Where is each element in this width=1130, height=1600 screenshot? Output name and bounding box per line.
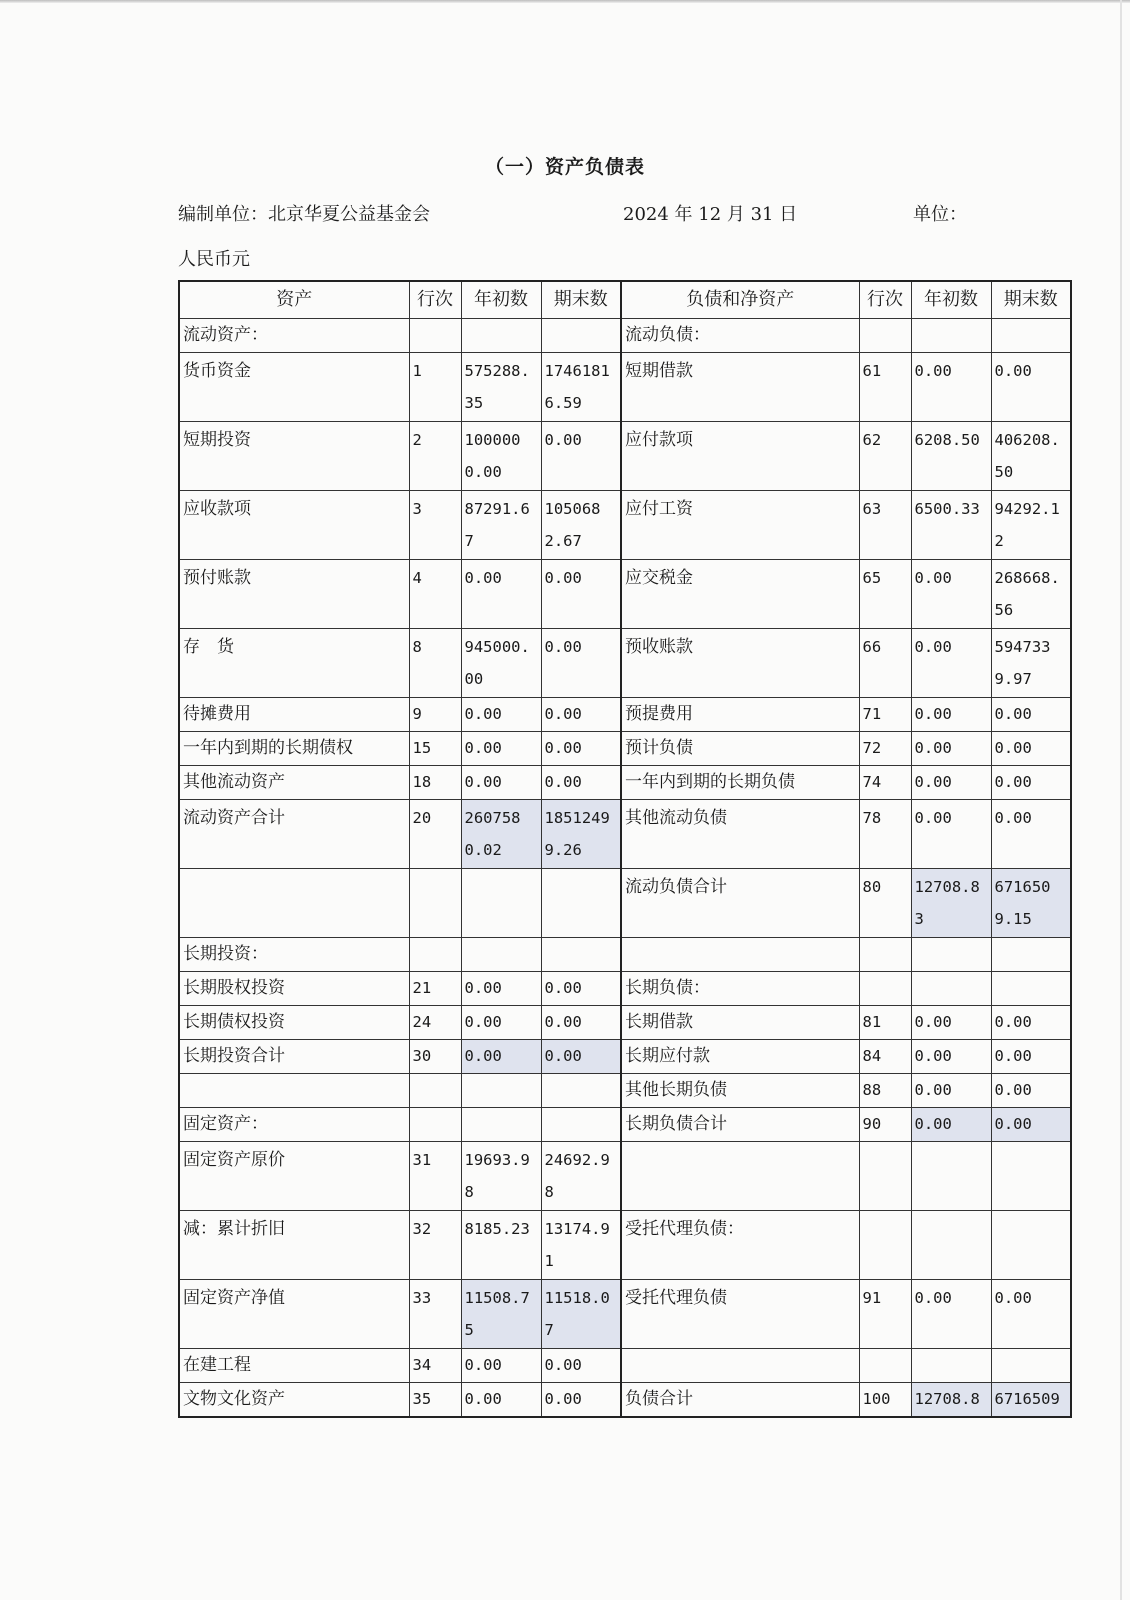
liability-name: 应交税金 <box>621 560 859 629</box>
asset-closing <box>541 1108 621 1142</box>
liability-opening <box>911 972 991 1006</box>
asset-closing: 18512499.26 <box>541 800 621 869</box>
asset-closing: 0.00 <box>541 698 621 732</box>
liability-closing: 0.00 <box>991 353 1071 422</box>
table-row <box>179 869 1071 938</box>
liability-line-no: 63 <box>859 491 911 560</box>
table-row <box>179 1383 1071 1418</box>
liability-name <box>621 938 859 972</box>
table-row <box>179 698 1071 732</box>
asset-opening <box>461 319 541 353</box>
asset-line-no: 33 <box>409 1280 461 1349</box>
asset-closing: 0.00 <box>541 560 621 629</box>
liability-closing <box>991 972 1071 1006</box>
asset-line-no: 18 <box>409 766 461 800</box>
liability-name: 长期借款 <box>621 1006 859 1040</box>
asset-line-no: 21 <box>409 972 461 1006</box>
scan-top-edge <box>0 0 1130 3</box>
asset-name: 文物文化资产 <box>179 1383 409 1418</box>
asset-closing: 0.00 <box>541 629 621 698</box>
liability-line-no: 100 <box>859 1383 911 1418</box>
asset-line-no <box>409 1108 461 1142</box>
liability-name: 应付款项 <box>621 422 859 491</box>
liability-opening: 0.00 <box>911 353 991 422</box>
liability-closing: 0.00 <box>991 1040 1071 1074</box>
table-row <box>179 1074 1071 1108</box>
liability-closing: 0.00 <box>991 1074 1071 1108</box>
unit-label: 单位： <box>913 204 967 225</box>
liability-opening: 0.00 <box>911 732 991 766</box>
liability-line-no: 65 <box>859 560 911 629</box>
asset-line-no: 30 <box>409 1040 461 1074</box>
table-row <box>179 353 1071 422</box>
liability-opening: 0.00 <box>911 766 991 800</box>
liability-name: 长期负债： <box>621 972 859 1006</box>
liability-opening: 0.00 <box>911 1074 991 1108</box>
asset-name: 长期投资： <box>179 938 409 972</box>
liability-line-no: 66 <box>859 629 911 698</box>
header-opening: 年初数 <box>461 281 541 319</box>
liability-name: 一年内到期的长期负债 <box>621 766 859 800</box>
asset-opening <box>461 869 541 938</box>
liability-line-no: 78 <box>859 800 911 869</box>
liability-opening: 0.00 <box>911 1006 991 1040</box>
asset-closing <box>541 938 621 972</box>
asset-closing <box>541 1074 621 1108</box>
asset-closing: 0.00 <box>541 1383 621 1418</box>
table-row <box>179 1280 1071 1349</box>
liability-name <box>621 1349 859 1383</box>
asset-opening: 87291.67 <box>461 491 541 560</box>
asset-name: 短期投资 <box>179 422 409 491</box>
table-row <box>179 1040 1071 1074</box>
header-opening: 年初数 <box>911 281 991 319</box>
liability-line-no <box>859 319 911 353</box>
liability-closing <box>991 1349 1071 1383</box>
asset-name: 流动资产合计 <box>179 800 409 869</box>
table-row <box>179 800 1071 869</box>
liability-line-no: 88 <box>859 1074 911 1108</box>
scan-right-edge <box>1120 0 1122 1600</box>
asset-closing <box>541 319 621 353</box>
liability-opening: 0.00 <box>911 698 991 732</box>
asset-opening: 0.00 <box>461 1006 541 1040</box>
asset-opening: 0.00 <box>461 972 541 1006</box>
liability-line-no <box>859 1211 911 1280</box>
table-row <box>179 560 1071 629</box>
liability-closing: 0.00 <box>991 1006 1071 1040</box>
asset-opening: 0.00 <box>461 766 541 800</box>
asset-opening: 8185.23 <box>461 1211 541 1280</box>
asset-line-no: 3 <box>409 491 461 560</box>
asset-closing: 0.00 <box>541 1349 621 1383</box>
asset-name: 预付账款 <box>179 560 409 629</box>
asset-line-no: 32 <box>409 1211 461 1280</box>
asset-name: 流动资产： <box>179 319 409 353</box>
asset-name: 一年内到期的长期债权 <box>179 732 409 766</box>
liability-opening <box>911 1349 991 1383</box>
asset-opening: 19693.98 <box>461 1142 541 1211</box>
liability-line-no <box>859 972 911 1006</box>
liability-opening <box>911 319 991 353</box>
org-name: 编制单位：北京华夏公益基金会 <box>178 204 430 225</box>
asset-closing: 17461816.59 <box>541 353 621 422</box>
asset-name: 其他流动资产 <box>179 766 409 800</box>
asset-name: 货币资金 <box>179 353 409 422</box>
table-row <box>179 972 1071 1006</box>
table-row <box>179 1142 1071 1211</box>
asset-opening: 0.00 <box>461 1383 541 1418</box>
liability-line-no <box>859 938 911 972</box>
liability-name: 负债合计 <box>621 1383 859 1418</box>
liability-name: 受托代理负债 <box>621 1280 859 1349</box>
liability-name: 流动负债： <box>621 319 859 353</box>
asset-name: 固定资产原价 <box>179 1142 409 1211</box>
liability-line-no <box>859 1349 911 1383</box>
asset-closing: 0.00 <box>541 1040 621 1074</box>
table-row <box>179 1349 1071 1383</box>
liability-closing <box>991 1142 1071 1211</box>
asset-line-no: 34 <box>409 1349 461 1383</box>
asset-line-no: 15 <box>409 732 461 766</box>
header-line-no: 行次 <box>859 281 911 319</box>
liability-opening: 0.00 <box>911 800 991 869</box>
table-row <box>179 938 1071 972</box>
report-meta <box>178 200 978 228</box>
asset-opening: 11508.75 <box>461 1280 541 1349</box>
asset-line-no <box>409 319 461 353</box>
asset-name: 存 货 <box>179 629 409 698</box>
asset-opening <box>461 1074 541 1108</box>
table-row <box>179 422 1071 491</box>
liability-name: 受托代理负债： <box>621 1211 859 1280</box>
asset-line-no: 20 <box>409 800 461 869</box>
asset-closing: 0.00 <box>541 422 621 491</box>
asset-opening: 945000.00 <box>461 629 541 698</box>
asset-opening: 0.00 <box>461 560 541 629</box>
liability-line-no: 90 <box>859 1108 911 1142</box>
liability-closing: 0.00 <box>991 732 1071 766</box>
liability-closing: 0.00 <box>991 1108 1071 1142</box>
asset-closing: 0.00 <box>541 1006 621 1040</box>
liability-line-no: 71 <box>859 698 911 732</box>
liability-closing: 0.00 <box>991 766 1071 800</box>
header-closing: 期末数 <box>541 281 621 319</box>
table-row <box>179 1108 1071 1142</box>
header-liabilities: 负债和净资产 <box>621 281 859 319</box>
asset-opening: 0.00 <box>461 1349 541 1383</box>
liability-closing <box>991 1211 1071 1280</box>
asset-line-no <box>409 869 461 938</box>
asset-name: 长期债权投资 <box>179 1006 409 1040</box>
liability-opening <box>911 1142 991 1211</box>
liability-opening: 0.00 <box>911 1108 991 1142</box>
liability-opening: 0.00 <box>911 1280 991 1349</box>
asset-closing: 0.00 <box>541 766 621 800</box>
asset-line-no: 1 <box>409 353 461 422</box>
asset-opening <box>461 1108 541 1142</box>
liability-line-no: 61 <box>859 353 911 422</box>
asset-line-no: 24 <box>409 1006 461 1040</box>
liability-line-no: 74 <box>859 766 911 800</box>
table-header-row <box>179 281 1071 319</box>
asset-opening: 575288.35 <box>461 353 541 422</box>
asset-opening: 0.00 <box>461 1040 541 1074</box>
liability-closing: 0.00 <box>991 800 1071 869</box>
liability-closing: 0.00 <box>991 698 1071 732</box>
liability-line-no: 80 <box>859 869 911 938</box>
header-line-no: 行次 <box>409 281 461 319</box>
liability-line-no <box>859 1142 911 1211</box>
liability-opening: 6500.33 <box>911 491 991 560</box>
table-row <box>179 491 1071 560</box>
liability-closing: 268668.56 <box>991 560 1071 629</box>
liability-closing: 5947339.97 <box>991 629 1071 698</box>
asset-opening: 0.00 <box>461 732 541 766</box>
liability-opening: 0.00 <box>911 560 991 629</box>
liability-opening: 0.00 <box>911 629 991 698</box>
asset-name: 长期投资合计 <box>179 1040 409 1074</box>
table-row <box>179 766 1071 800</box>
liability-name: 长期负债合计 <box>621 1108 859 1142</box>
liability-closing: 6716509.15 <box>991 869 1071 938</box>
table-row <box>179 629 1071 698</box>
page-title: （一）资产负债表 <box>484 156 645 178</box>
currency-unit: 人民币元 <box>178 249 250 270</box>
asset-name <box>179 869 409 938</box>
asset-closing: 0.00 <box>541 972 621 1006</box>
asset-closing <box>541 869 621 938</box>
liability-opening: 12708.83 <box>911 869 991 938</box>
asset-opening: 0.00 <box>461 698 541 732</box>
asset-name: 应收款项 <box>179 491 409 560</box>
asset-closing: 13174.91 <box>541 1211 621 1280</box>
liability-name: 长期应付款 <box>621 1040 859 1074</box>
liability-line-no: 91 <box>859 1280 911 1349</box>
asset-line-no: 31 <box>409 1142 461 1211</box>
liability-opening: 12708.8 <box>911 1383 991 1418</box>
table-row <box>179 1006 1071 1040</box>
liability-line-no: 62 <box>859 422 911 491</box>
asset-closing: 11518.07 <box>541 1280 621 1349</box>
liability-line-no: 72 <box>859 732 911 766</box>
balance-sheet-table <box>178 280 1072 1418</box>
liability-closing: 94292.12 <box>991 491 1071 560</box>
header-assets: 资产 <box>179 281 409 319</box>
liability-line-no: 84 <box>859 1040 911 1074</box>
liability-closing: 6716509 <box>991 1383 1071 1418</box>
asset-closing: 24692.98 <box>541 1142 621 1211</box>
asset-name: 待摊费用 <box>179 698 409 732</box>
asset-name: 固定资产： <box>179 1108 409 1142</box>
asset-opening: 1000000.00 <box>461 422 541 491</box>
asset-line-no <box>409 938 461 972</box>
liability-name: 其他长期负债 <box>621 1074 859 1108</box>
asset-opening <box>461 938 541 972</box>
asset-closing: 0.00 <box>541 732 621 766</box>
report-date: 2024 年 12 月 31 日 <box>623 204 798 225</box>
liability-name: 应付工资 <box>621 491 859 560</box>
asset-name: 长期股权投资 <box>179 972 409 1006</box>
table-row <box>179 1211 1071 1280</box>
liability-closing <box>991 938 1071 972</box>
asset-line-no <box>409 1074 461 1108</box>
liability-closing: 0.00 <box>991 1280 1071 1349</box>
asset-name: 固定资产净值 <box>179 1280 409 1349</box>
table-row <box>179 319 1071 353</box>
asset-line-no: 4 <box>409 560 461 629</box>
asset-line-no: 8 <box>409 629 461 698</box>
liability-opening: 0.00 <box>911 1040 991 1074</box>
asset-name: 在建工程 <box>179 1349 409 1383</box>
asset-line-no: 2 <box>409 422 461 491</box>
liability-name: 短期借款 <box>621 353 859 422</box>
liability-opening: 6208.50 <box>911 422 991 491</box>
asset-name <box>179 1074 409 1108</box>
liability-name: 预计负债 <box>621 732 859 766</box>
liability-name <box>621 1142 859 1211</box>
asset-name: 减：累计折旧 <box>179 1211 409 1280</box>
asset-line-no: 35 <box>409 1383 461 1418</box>
liability-closing: 406208.50 <box>991 422 1071 491</box>
asset-opening: 2607580.02 <box>461 800 541 869</box>
liability-line-no: 81 <box>859 1006 911 1040</box>
liability-opening <box>911 1211 991 1280</box>
liability-name: 流动负债合计 <box>621 869 859 938</box>
liability-name: 预收账款 <box>621 629 859 698</box>
liability-closing <box>991 319 1071 353</box>
table-row <box>179 732 1071 766</box>
header-closing: 期末数 <box>991 281 1071 319</box>
liability-name: 预提费用 <box>621 698 859 732</box>
asset-closing: 1050682.67 <box>541 491 621 560</box>
liability-name: 其他流动负债 <box>621 800 859 869</box>
liability-opening <box>911 938 991 972</box>
asset-line-no: 9 <box>409 698 461 732</box>
